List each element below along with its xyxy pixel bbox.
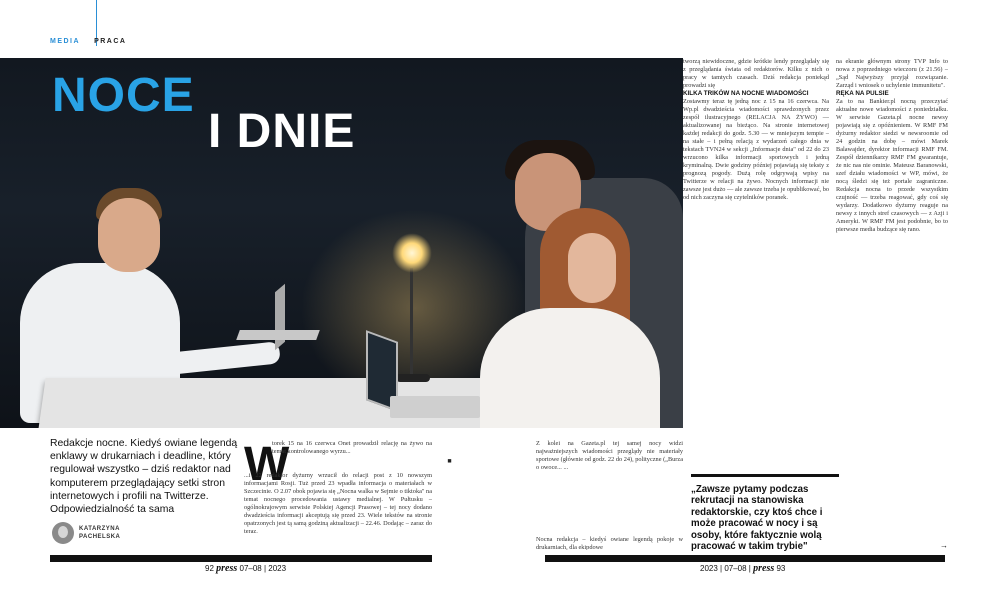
col4-text: Za to na Bankier.pl nocną przeczytać aktualne nowe wiadomości z poniedziałku. W serwisie Gazeta.pl nocne newsy pojawiają się z opóźnieniem. W RMF FM dyżurny redaktor siedzi w newsroomie od 24 godzin na dobę – mówi Marek Balawajder, dyrektor informacji RMF FM. Zespół dziennikarzy RMF FM gwarantuje, że nic nas nie ominie. Mateusz Baranowski, szef działu wiadomości w WP, mówi, że nocą śledzi się też portale zagraniczne. Redakcja nocna to przede wszystkim czujność — trzeba reagować, gdy coś się wydarzy. Dodatkowo dyżurny reaguje na newsy z innych stref czasowych — z Azji i Ameryki. W RMF FM jest podobnie, bo to pierwsze media budzące się rano. xyxy=(836,98,948,233)
brand-left: press xyxy=(216,563,238,574)
col3-intro: tworzą niewidoczne, gdzie krótkie lendy przeglądały się z przeglądania świata od redaktorów. Kilku z nich o pracy w tamtych czasach. Dziś redakcja poniekąd prowadzi się xyxy=(683,58,829,89)
lamp-base xyxy=(396,374,430,382)
lamp-neck xyxy=(410,268,413,378)
author-avatar xyxy=(52,522,74,544)
title-line-1: NOCE xyxy=(52,69,195,122)
man-head xyxy=(98,198,160,272)
page-number-right: 93 xyxy=(776,564,786,573)
body-col2-start: Z kolei na Gazeta.pl tej samej nocy widzi najważniejszych wiadomości przeglądy nie materiały sportowe (głównie od godz. 22 do 24), polityczne („Burza o owoce... ... xyxy=(536,440,683,471)
quote-rule xyxy=(691,474,839,477)
issue-left: 07–08 | 2023 xyxy=(239,564,287,573)
woman-face xyxy=(568,233,616,303)
title-line-2: I DNIE xyxy=(208,105,356,158)
body-col4 xyxy=(836,58,948,550)
laptop-left-screen xyxy=(275,284,285,350)
col4-heading: RĘKA NA PULSIE xyxy=(836,90,889,97)
woman-figure xyxy=(480,308,660,428)
brand-right: press xyxy=(753,563,775,574)
section-media: MEDIA xyxy=(50,38,81,45)
body-col1-start: torek 15 na 16 czerwca Onet prowadził relację na żywo na temat kontrolowanego wyrzu... xyxy=(272,440,432,455)
section-praca: PRACA xyxy=(94,38,127,45)
section-label xyxy=(50,38,126,45)
footer-rule-left xyxy=(50,555,432,562)
author-last-name: PACHELSKA xyxy=(79,534,121,540)
page-number-left: 92 xyxy=(205,564,214,573)
continue-arrow: → xyxy=(940,541,948,550)
pull-quote: „Zawsze pytamy podczas rekrutacji na stanowiska redaktorskie, czy ktoś chce i może pracować w nocy i są osoby, które faktycznie wolą pracować w takim trybie" xyxy=(691,484,823,553)
gutter-mark: ■ xyxy=(446,458,453,465)
drop-cap: W xyxy=(244,438,290,491)
col3-heading: KILKA TRIKÓW NA NOCNE WIADOMOŚCI xyxy=(683,90,809,97)
author-first-name: KATARZYNA xyxy=(79,526,120,532)
body-col3 xyxy=(683,58,829,468)
body-col2-end: Nocna redakcja – kiedyś owiane legendą pokoje w drukarniach, dla ekipdowe xyxy=(536,536,683,550)
footer-rule-right xyxy=(545,555,945,562)
issue-right: 2023 | 07–08 | xyxy=(700,564,751,573)
body-col1-rest: ...i 22 redaktor dyżurny wrzucił do relacji post z 10 nowszym informacjami Rosji. Tuż przed 23 wpadła informacja o materiałach w Szczecinie. O 2.07 obok pojawia się „Nocna walka w Sejmie o tiktoka" na temat nocnego procedowania ustawy medialnej. W Pułtusku – ogólnokrajowym serwisie Polskiej Agencji Prasowej – tej nocy dodano dwadzieścia informacji akceptują się przed 23. Wiele tekstów na stronie opatrzonych jest tą samą godziną aktualizacji – 22.46. Dodając – zaraz do teraz. xyxy=(244,472,432,535)
col4-intro: na ekranie głównym strony TVP Info to nowa z poprzedniego wieczoru (z 21.56) – „Sąd Najwyższy przyjął rozwiązanie. Zarząd i wniosek o uchylenie immunitetu". xyxy=(836,58,948,89)
col3-text: Zostawmy teraz tę jedną noc z 15 na 16 czerwca. Na Wp.pl dwadzieścia wiadomości sprawdzonych przez zespół ilustracyjnego (RELACJA NA ŻYWO) — aktualizowanej na bieżąco. Na stronie internetowej każdej redakcji do godz. 5.30 — w mniejszym tempie – na stałe – i pełną relacją z wydarzeń całego dnia w tekstach TVN24 w sekcji „Informacje dnia" od 22 do 23 wrzucono kilka informacji sportowych i jedną kryminalną. Dwie godziny później pojawiają się teksty z prognozą pogody. Dużą rolę odgrywają wpisy na Twitterze w relacji na żywo. Nocnych informacji nie zawsze jest dużo — ale zawsze trzeba je opublikować, bo od nich zaczyna się czytelników poranek. xyxy=(683,98,829,201)
lamp-bulb xyxy=(392,233,432,273)
author-byline xyxy=(79,525,120,541)
laptop-left xyxy=(236,330,320,340)
laptop-right xyxy=(390,396,480,418)
folio-right xyxy=(700,563,785,574)
lead-paragraph: Redakcje nocne. Kiedyś owiane legendą enklawy w drukarniach i deadline, który regulował wszystko – dziś redaktor nad komputerem przeglądający setki stron internetowych i profili na Twitterze. Odpowiedzialność ta sama xyxy=(50,438,238,516)
folio-left xyxy=(205,563,286,574)
